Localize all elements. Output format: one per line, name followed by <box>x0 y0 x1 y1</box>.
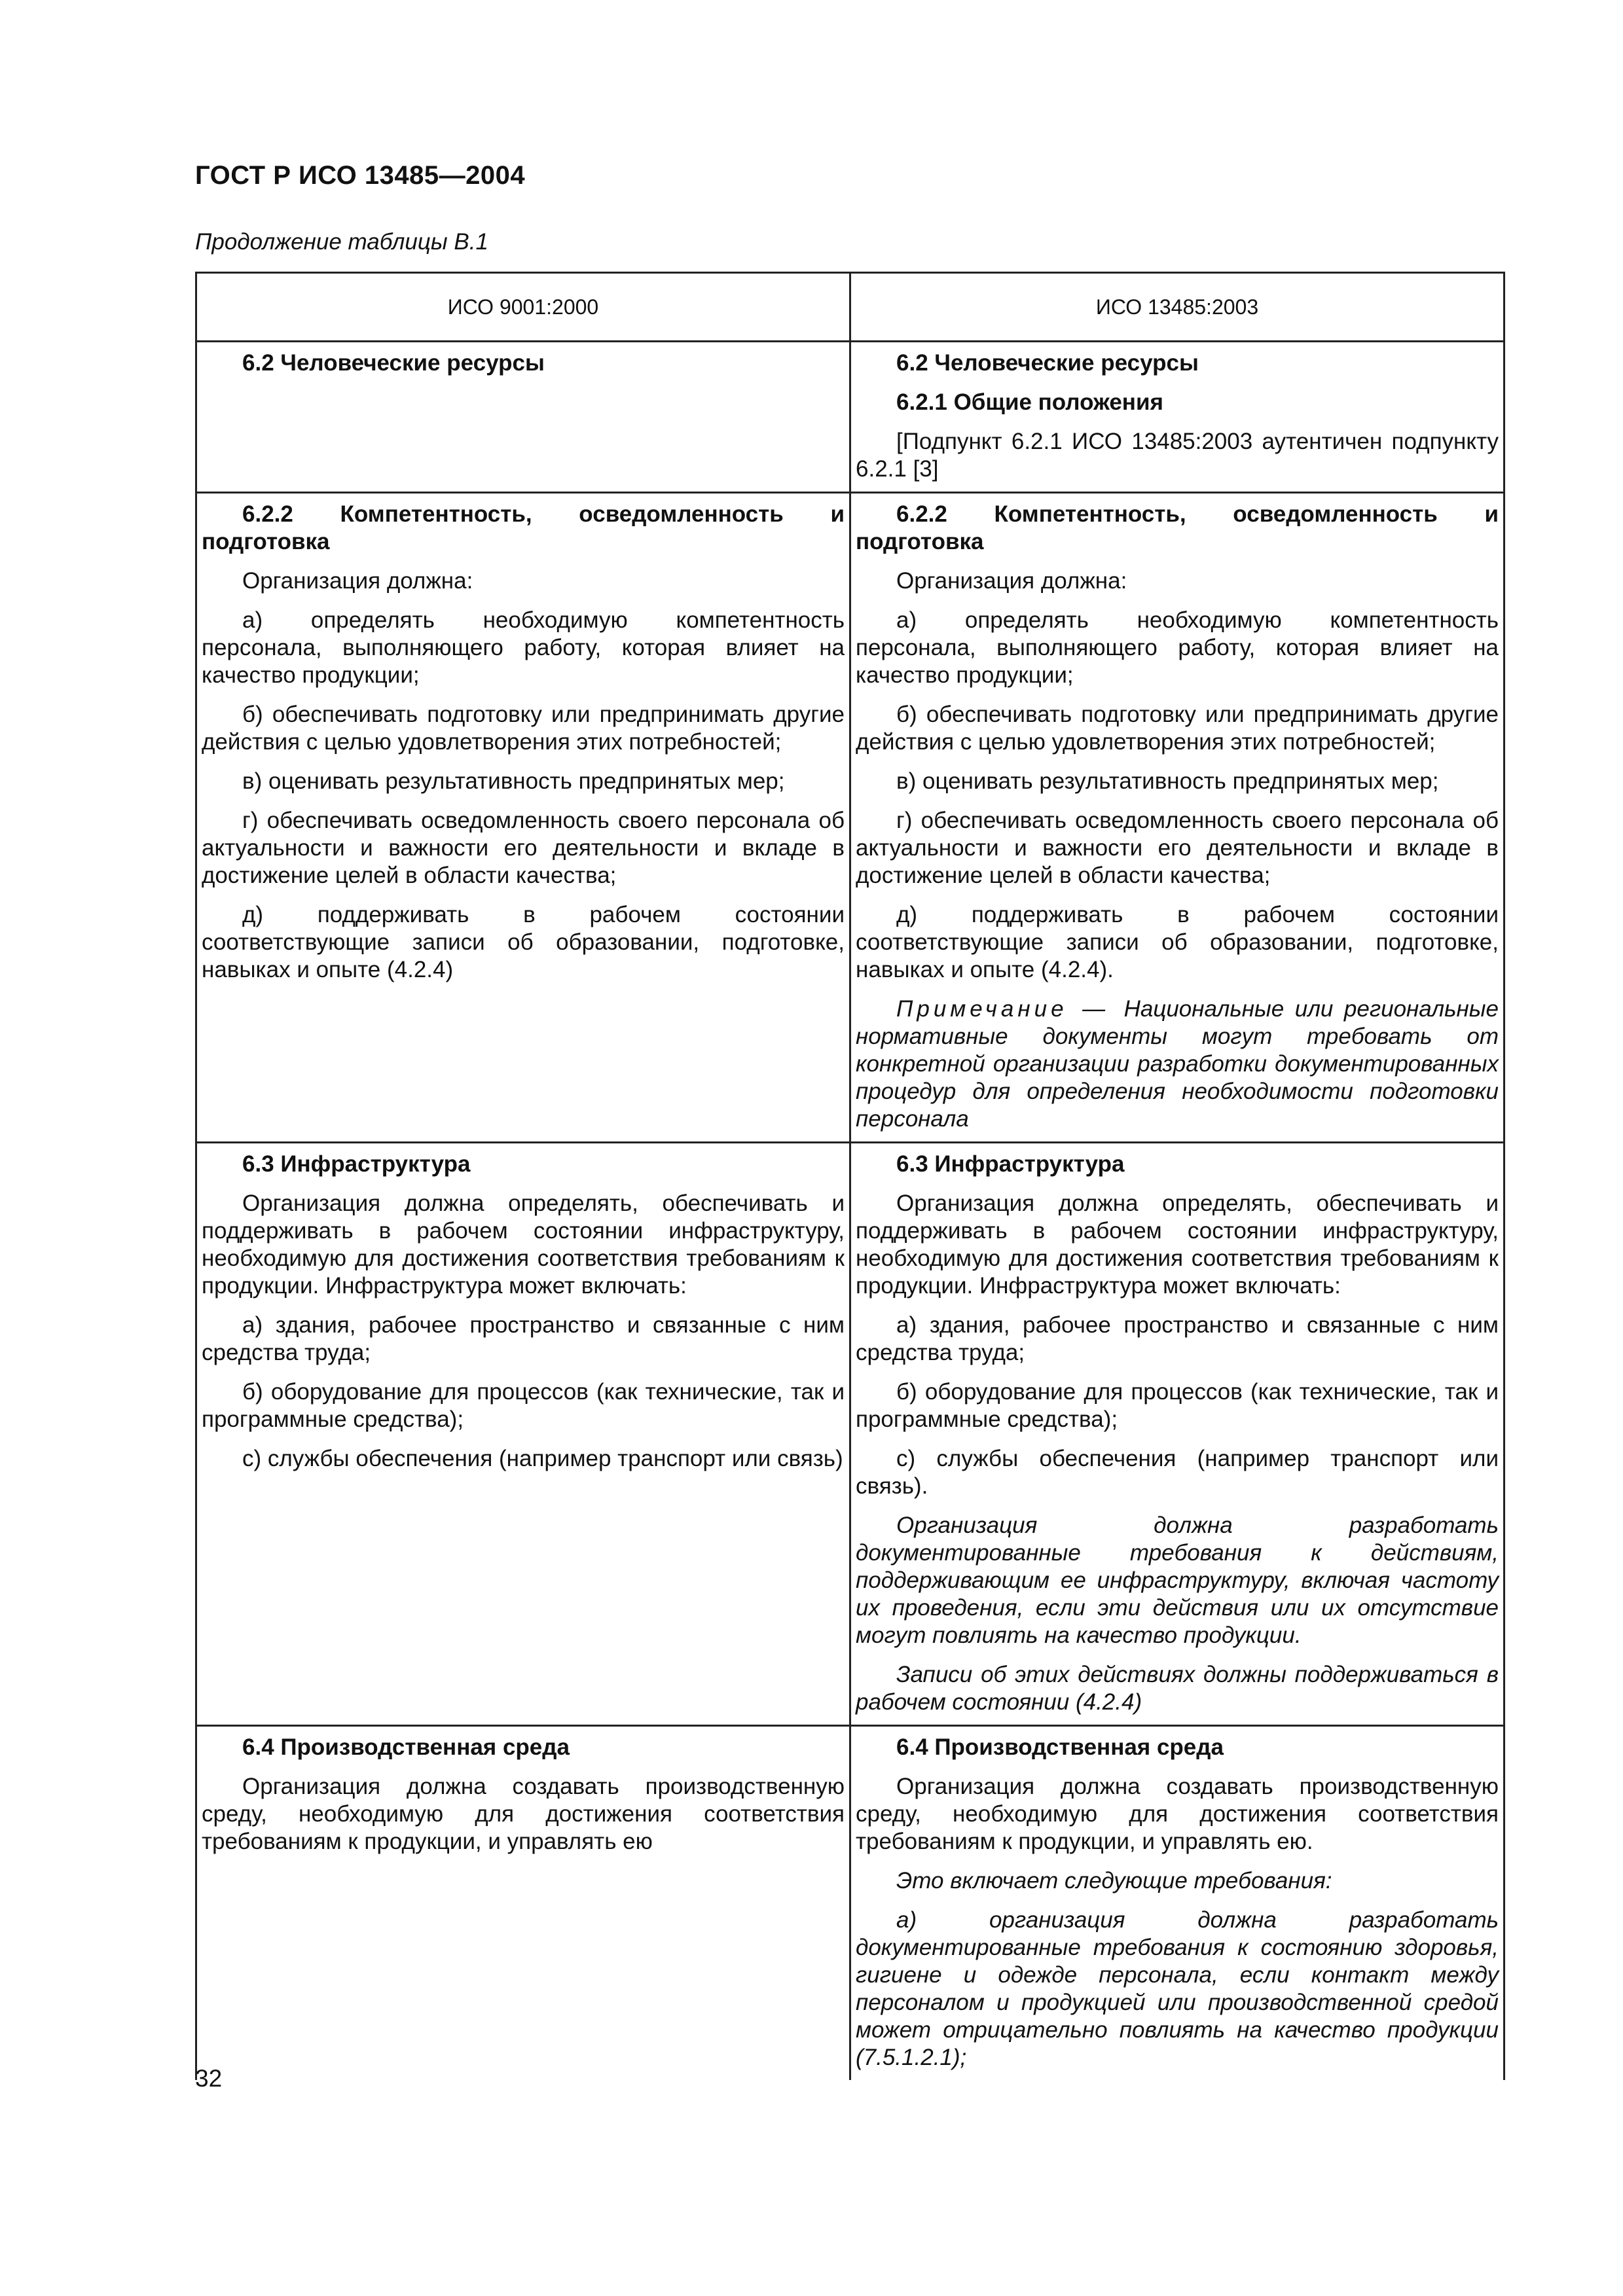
paragraph <box>202 607 845 689</box>
paragraph-text: Организация должна: <box>896 568 1127 594</box>
paragraph-text: 6.2.2 Компетентность, осведомленность и подготовка <box>202 501 845 554</box>
paragraph-text: в) оценивать результативность предпринятых мер; <box>242 768 785 794</box>
paragraph-text: б) оборудование для процессов (как технические, так и программные средства); <box>202 1379 845 1432</box>
paragraph-text: с) службы обеспечения (например транспорт или связь) <box>242 1446 843 1471</box>
table-caption: Продолжение таблицы В.1 <box>195 229 488 255</box>
paragraph-text: а) определять необходимую компетентность персонала, выполняющего работу, которая влияет на качество продукции; <box>856 607 1499 688</box>
section-heading <box>856 1734 1499 1761</box>
document-header: ГОСТ Р ИСО 13485—2004 <box>195 161 526 190</box>
paragraph-text: д) поддерживать в рабочем состоянии соответствующие записи об образовании, подготовке, навыках и опыте (4.2.4) <box>202 902 845 982</box>
table-row <box>196 342 1504 493</box>
paragraph <box>856 807 1499 889</box>
paragraph <box>202 1190 845 1300</box>
paragraph-text: Организация должна создавать производственную среду, необходимую для достижения соответствия требованиям к продукции, и управлять ею <box>202 1774 845 1854</box>
paragraph-text: а) организация должна разработать документированные требования к состоянию здоровья, гигиене и одежде персонала, если контакт между персоналом и продукцией или производственной средой может отрицательно повлиять на качество продукции (7.5.1.2.1); <box>856 1907 1499 2070</box>
paragraph-text: Организация должна определять, обеспечивать и поддерживать в рабочем состоянии инфраструктуру, необходимую для достижения соответствия требованиям к продукции. Инфраструктура может включать: <box>202 1191 845 1299</box>
paragraph <box>856 1512 1499 1649</box>
column-header-iso-9001: ИСО 9001:2000 <box>196 273 850 342</box>
cell-iso-9001 <box>196 342 850 493</box>
paragraph-text: 6.4 Производственная среда <box>896 1734 1224 1760</box>
paragraph-text: Записи об этих действиях должны поддерживаться в рабочем состоянии (4.2.4) <box>856 1662 1499 1715</box>
cell-iso-13485 <box>850 493 1504 1143</box>
section-heading <box>202 350 845 377</box>
paragraph <box>856 901 1499 984</box>
paragraph-text: 6.2 Человеческие ресурсы <box>242 350 545 376</box>
paragraph <box>202 567 845 595</box>
cell-iso-13485 <box>850 342 1504 493</box>
paragraph <box>202 701 845 756</box>
paragraph-text: 6.4 Производственная среда <box>242 1734 570 1760</box>
paragraph-text: 6.3 Инфраструктура <box>242 1151 471 1177</box>
paragraph-text: Организация должна разработать документированные требования к действиям, поддерживающим ее инфраструктуру, включая частоту их проведения, если эти действия или их отсутствие могут повлиять на качество продукции. <box>856 1513 1499 1648</box>
paragraph-text: 6.2.1 Общие положения <box>896 389 1163 415</box>
paragraph-text: д) поддерживать в рабочем состоянии соответствующие записи об образовании, подготовке, навыках и опыте (4.2.4). <box>856 902 1499 982</box>
note-lead: Примечание — <box>896 996 1124 1022</box>
paragraph-text: 6.2 Человеческие ресурсы <box>896 350 1199 376</box>
paragraph-text: г) обеспечивать осведомленность своего персонала об актуальности и важности его деятельности и вкладе в достижение целей в области качества; <box>856 808 1499 888</box>
cell-iso-13485 <box>850 1143 1504 1726</box>
paragraph-text: 6.2.2 Компетентность, осведомленность и подготовка <box>856 501 1499 554</box>
section-heading <box>202 501 845 556</box>
paragraph-text: б) оборудование для процессов (как технические, так и программные средства); <box>856 1379 1499 1432</box>
paragraph-text: в) оценивать результативность предпринятых мер; <box>896 768 1439 794</box>
note-paragraph <box>856 996 1499 1133</box>
paragraph <box>856 567 1499 595</box>
section-heading <box>856 389 1499 416</box>
paragraph-text: Национальные или региональные нормативные документы могут требовать от конкретной организации разработки документированных процедур для определения необходимости подготовки персонала <box>856 996 1499 1132</box>
paragraph <box>856 607 1499 689</box>
paragraph-text: Организация должна создавать производственную среду, необходимую для достижения соответствия требованиям к продукции, и управлять ею. <box>856 1774 1499 1854</box>
paragraph-text: б) обеспечивать подготовку или предпринимать другие действия с целью удовлетворения этих потребностей; <box>202 702 845 755</box>
paragraph-text: Организация должна определять, обеспечивать и поддерживать в рабочем состоянии инфраструктуру, необходимую для достижения соответствия требованиям к продукции. Инфраструктура может включать: <box>856 1191 1499 1299</box>
paragraph <box>202 768 845 795</box>
paragraph-text: г) обеспечивать осведомленность своего персонала об актуальности и важности его деятельности и вкладе в достижение целей в области качества; <box>202 808 845 888</box>
paragraph <box>202 807 845 889</box>
paragraph <box>856 768 1499 795</box>
paragraph <box>856 428 1499 483</box>
comparison-table <box>195 272 1505 2080</box>
section-heading <box>856 350 1499 377</box>
paragraph <box>856 1773 1499 1856</box>
paragraph-text: а) здания, рабочее пространство и связанные с ним средства труда; <box>202 1312 845 1365</box>
paragraph-text: б) обеспечивать подготовку или предпринимать другие действия с целью удовлетворения этих потребностей; <box>856 702 1499 755</box>
paragraph <box>202 1773 845 1856</box>
paragraph <box>856 1867 1499 1895</box>
cell-iso-13485 <box>850 1726 1504 2081</box>
column-header-iso-13485: ИСО 13485:2003 <box>850 273 1504 342</box>
paragraph <box>202 1312 845 1367</box>
table-row <box>196 1143 1504 1726</box>
paragraph-text: Организация должна: <box>242 568 473 594</box>
paragraph <box>856 1661 1499 1716</box>
paragraph <box>856 1378 1499 1433</box>
section-heading <box>856 501 1499 556</box>
paragraph-text: Это включает следующие требования: <box>896 1868 1332 1893</box>
table-row <box>196 493 1504 1143</box>
cell-iso-9001 <box>196 1143 850 1726</box>
paragraph <box>202 1378 845 1433</box>
table-row <box>196 1726 1504 2081</box>
cell-iso-9001 <box>196 1726 850 2081</box>
paragraph <box>202 901 845 984</box>
paragraph <box>856 1312 1499 1367</box>
paragraph <box>856 701 1499 756</box>
paragraph-text: а) здания, рабочее пространство и связанные с ним средства труда; <box>856 1312 1499 1365</box>
section-heading <box>202 1151 845 1178</box>
section-heading <box>202 1734 845 1761</box>
page-number: 32 <box>195 2065 223 2092</box>
paragraph <box>856 1445 1499 1500</box>
paragraph <box>202 1445 845 1473</box>
paragraph-text: 6.3 Инфраструктура <box>896 1151 1125 1177</box>
paragraph <box>856 1190 1499 1300</box>
paragraph-text: а) определять необходимую компетентность персонала, выполняющего работу, которая влияет на качество продукции; <box>202 607 845 688</box>
cell-iso-9001 <box>196 493 850 1143</box>
paragraph-text: с) службы обеспечения (например транспорт или связь). <box>856 1446 1499 1499</box>
section-heading <box>856 1151 1499 1178</box>
paragraph <box>856 1907 1499 2072</box>
table-header-row <box>196 273 1504 342</box>
paragraph-text: [Подпункт 6.2.1 ИСО 13485:2003 аутентичен подпункту 6.2.1 [3] <box>856 429 1499 482</box>
